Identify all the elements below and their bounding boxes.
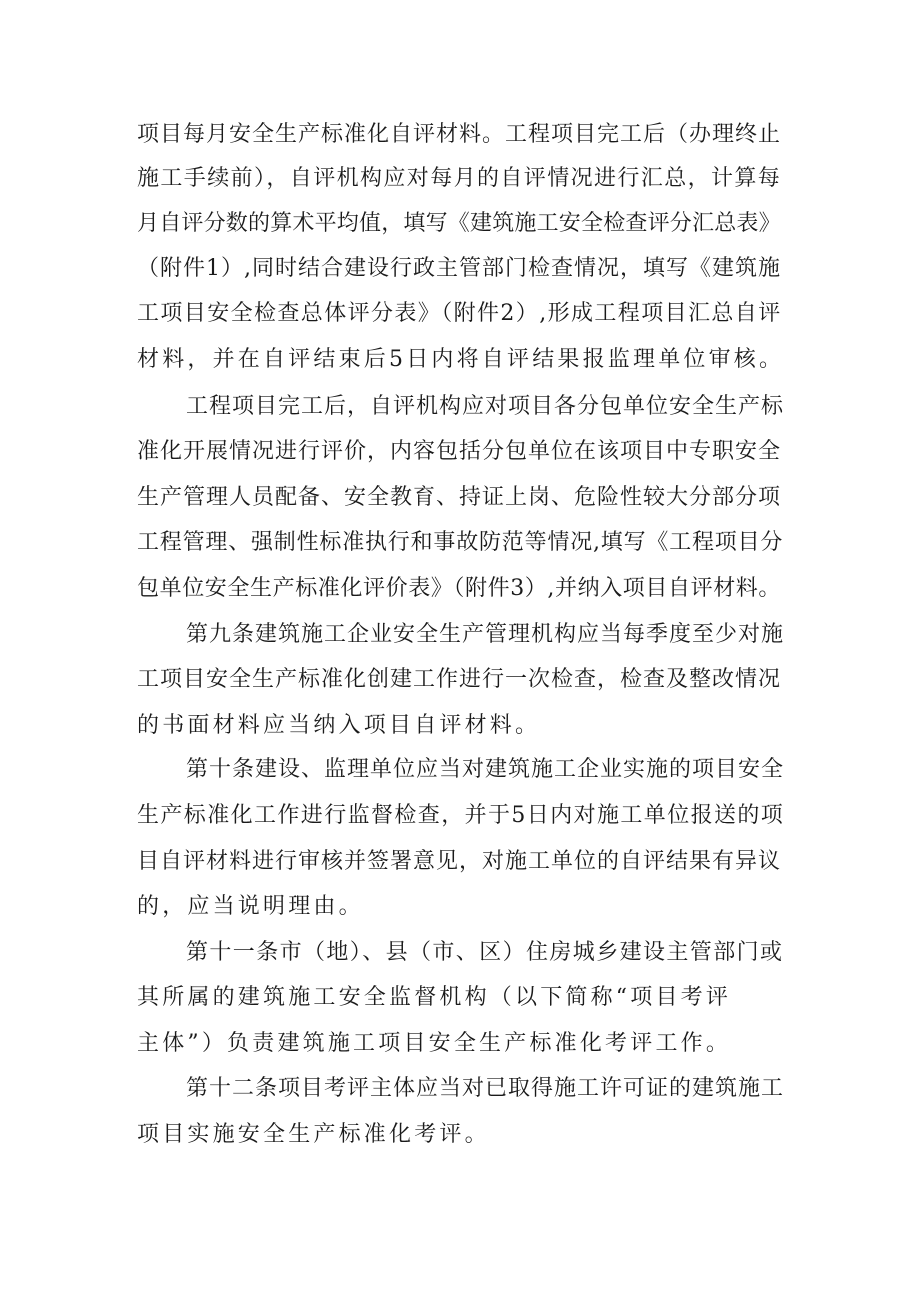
paragraph-first-line: 工程项目完工后，自评机构应对项目各分包单位安全生产标 (186, 394, 785, 419)
article-10-first-line: 第十条建设、监理单位应当对建筑施工企业实施的项目安全 (186, 757, 785, 782)
article-12-first-line: 第十二条项目考评主体应当对已取得施工许可证的建筑施工 (186, 1076, 785, 1101)
text-line: 材料，并在自评结束后5日内将自评结果报监理单位审核。 (137, 347, 785, 372)
article-9-first-line: 第九条建筑施工企业安全生产管理机构应当每季度至少对施 (186, 622, 785, 647)
text-line: 目自评材料进行审核并签署意见，对施工单位的自评结果有异议 (137, 849, 782, 874)
text-line: 包单位安全生产标准化评价表》（附件3）,并纳入项目自评材料。 (137, 576, 781, 601)
text-line: 项目实施安全生产标准化考评。 (137, 1122, 490, 1147)
text-line: 生产标准化工作进行监督检查，并于5日内对施工单位报送的项 (137, 803, 785, 828)
text-line: 工项目安全生产标准化创建工作进行一次检查，检查及整改情况 (137, 667, 782, 692)
text-line: 的书面材料应当纳入项目自评材料。 (137, 713, 541, 738)
text-line: 生产管理人员配备、安全教育、持证上岗、危险性较大分部分项 (137, 485, 782, 510)
text-line: 其所属的建筑施工安全监督机构（以下简称“项目考评 (137, 985, 732, 1010)
text-line: 主体”）负责建筑施工项目安全生产标准化考评工作。 (137, 1031, 732, 1056)
text-line: 施工手续前），自评机构应对每月的自评情况进行汇总，计算每 (137, 166, 782, 191)
text-line: 的，应当说明理由。 (137, 894, 364, 919)
text-line: 工项目安全检查总体评分表》（附件2）,形成工程项目汇总自评 (137, 301, 782, 326)
text-line: 准化开展情况进行评价，内容包括分包单位在该项目中专职安全 (137, 439, 782, 464)
text-line: 月自评分数的算术平均值，填写《建筑施工安全检查评分汇总表》 (137, 211, 781, 236)
text-line: 项目每月安全生产标准化自评材料。工程项目完工后（办理终止 (137, 122, 782, 147)
text-line: 工程管理、强制性标准执行和事故防范等情况,填写《工程项目分 (137, 530, 784, 555)
article-11-first-line: 第十一条市（地）、县（市、区）住房城乡建设主管部门或 (186, 940, 784, 965)
text-line: （附件1）,同时结合建设行政主管部门检查情况，填写《建筑施 (137, 256, 781, 281)
